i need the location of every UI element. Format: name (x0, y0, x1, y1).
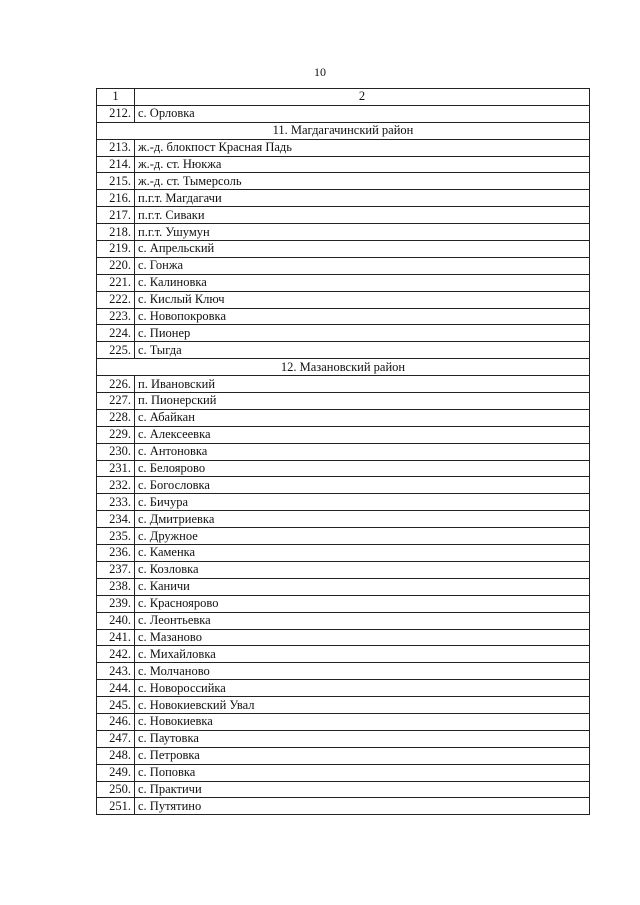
table-row (97, 291, 590, 308)
row-number: 230. (97, 443, 135, 460)
settlement-name: ж.-д. блокпост Красная Падь (135, 139, 590, 156)
settlement-name: с. Новокиевский Увал (135, 697, 590, 714)
settlement-name: п.г.т. Ушумун (135, 224, 590, 241)
table-row (97, 443, 590, 460)
table-row (97, 156, 590, 173)
row-number: 233. (97, 494, 135, 511)
settlement-name: с. Калиновка (135, 274, 590, 291)
settlement-name: с. Михайловка (135, 646, 590, 663)
settlement-name: п.г.т. Магдагачи (135, 190, 590, 207)
table-row (97, 545, 590, 562)
table-row (97, 713, 590, 730)
table-row (97, 325, 590, 342)
table-row (97, 612, 590, 629)
row-number: 245. (97, 697, 135, 714)
settlement-name: с. Пионер (135, 325, 590, 342)
settlement-name: с. Антоновка (135, 443, 590, 460)
table-row (97, 781, 590, 798)
settlement-name: п.г.т. Сиваки (135, 207, 590, 224)
row-number: 237. (97, 561, 135, 578)
settlement-name: ж.-д. ст. Тымерсоль (135, 173, 590, 190)
table-row (97, 105, 590, 122)
table-row (97, 257, 590, 274)
row-number: 224. (97, 325, 135, 342)
row-number: 249. (97, 764, 135, 781)
table-row (97, 747, 590, 764)
row-number: 222. (97, 291, 135, 308)
row-number: 242. (97, 646, 135, 663)
settlement-name: с. Богословка (135, 477, 590, 494)
section-heading-row (97, 122, 590, 139)
row-number: 223. (97, 308, 135, 325)
settlement-name: с. Алексеевка (135, 426, 590, 443)
row-number: 231. (97, 460, 135, 477)
row-number: 219. (97, 241, 135, 258)
row-number: 248. (97, 747, 135, 764)
table-row (97, 460, 590, 477)
settlement-name: с. Каменка (135, 545, 590, 562)
page-number: 10 (314, 65, 326, 79)
row-number: 251. (97, 798, 135, 815)
table-row (97, 139, 590, 156)
settlement-name: с. Новопокровка (135, 308, 590, 325)
settlement-name: с. Дмитриевка (135, 511, 590, 528)
settlement-name: с. Бичура (135, 494, 590, 511)
row-number: 244. (97, 680, 135, 697)
table-row (97, 477, 590, 494)
table-row (97, 308, 590, 325)
settlement-name: с. Мазаново (135, 629, 590, 646)
row-number: 227. (97, 393, 135, 410)
settlement-name: с. Красноярово (135, 595, 590, 612)
row-number: 220. (97, 257, 135, 274)
row-number: 238. (97, 578, 135, 595)
row-number: 213. (97, 139, 135, 156)
table-row (97, 697, 590, 714)
row-number: 212. (97, 105, 135, 122)
row-number: 216. (97, 190, 135, 207)
settlement-name: с. Апрельский (135, 241, 590, 258)
row-number: 240. (97, 612, 135, 629)
settlements-table (96, 88, 590, 815)
table-row (97, 393, 590, 410)
settlement-name: с. Каничи (135, 578, 590, 595)
row-number: 229. (97, 426, 135, 443)
table-body (97, 89, 590, 815)
settlement-name: с. Белоярово (135, 460, 590, 477)
row-number: 232. (97, 477, 135, 494)
settlement-name: с. Абайкан (135, 409, 590, 426)
table-row (97, 528, 590, 545)
table-row (97, 730, 590, 747)
table-row (97, 646, 590, 663)
settlement-name: с. Тыгда (135, 342, 590, 359)
row-number: 250. (97, 781, 135, 798)
table-row (97, 764, 590, 781)
row-number: 217. (97, 207, 135, 224)
table-row (97, 680, 590, 697)
table-row (97, 207, 590, 224)
row-number: 218. (97, 224, 135, 241)
section-heading-row (97, 359, 590, 376)
table-row (97, 578, 590, 595)
table-row (97, 629, 590, 646)
table-row (97, 798, 590, 815)
section-heading: 12. Мазановский район (97, 359, 590, 376)
table-row (97, 561, 590, 578)
row-number: 215. (97, 173, 135, 190)
row-number: 226. (97, 376, 135, 393)
settlement-name: с. Гонжа (135, 257, 590, 274)
settlement-name: с. Дружное (135, 528, 590, 545)
row-number: 225. (97, 342, 135, 359)
table-row (97, 511, 590, 528)
row-number: 228. (97, 409, 135, 426)
row-number: 246. (97, 713, 135, 730)
table-row (97, 409, 590, 426)
settlement-name: п. Пионерский (135, 393, 590, 410)
table-row (97, 595, 590, 612)
table-row (97, 224, 590, 241)
table-row (97, 173, 590, 190)
row-number: 236. (97, 545, 135, 562)
header-col-1: 1 (97, 89, 135, 106)
settlement-name: с. Козловка (135, 561, 590, 578)
settlement-name: с. Леонтьевка (135, 612, 590, 629)
settlement-name: с. Практичи (135, 781, 590, 798)
settlement-name: с. Кислый Ключ (135, 291, 590, 308)
section-heading: 11. Магдагачинский район (97, 122, 590, 139)
row-number: 235. (97, 528, 135, 545)
table-row (97, 426, 590, 443)
settlement-name: с. Паутовка (135, 730, 590, 747)
row-number: 221. (97, 274, 135, 291)
table-row (97, 663, 590, 680)
row-number: 214. (97, 156, 135, 173)
table-row (97, 274, 590, 291)
settlement-name: п. Ивановский (135, 376, 590, 393)
settlement-name: с. Молчаново (135, 663, 590, 680)
row-number: 243. (97, 663, 135, 680)
table-row (97, 190, 590, 207)
header-col-2: 2 (135, 89, 590, 106)
row-number: 247. (97, 730, 135, 747)
settlement-name: с. Новокиевка (135, 713, 590, 730)
settlement-name: с. Поповка (135, 764, 590, 781)
row-number: 239. (97, 595, 135, 612)
table-row (97, 376, 590, 393)
row-number: 234. (97, 511, 135, 528)
table-row (97, 494, 590, 511)
settlement-name: с. Петровка (135, 747, 590, 764)
table-header-row (97, 89, 590, 106)
settlement-name: с. Новороссийка (135, 680, 590, 697)
settlement-name: с. Путятино (135, 798, 590, 815)
table-row (97, 342, 590, 359)
settlement-name: с. Орловка (135, 105, 590, 122)
row-number: 241. (97, 629, 135, 646)
settlement-name: ж.-д. ст. Нюкжа (135, 156, 590, 173)
table-row (97, 241, 590, 258)
